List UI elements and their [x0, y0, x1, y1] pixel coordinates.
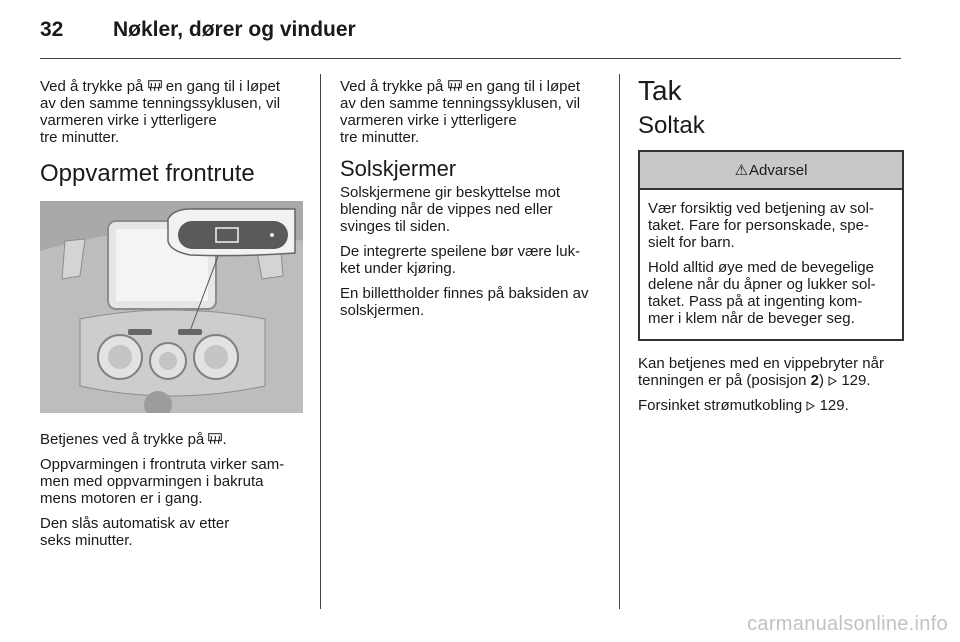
- heading-roof: Tak: [638, 75, 682, 106]
- warning-triangle-icon: ⚠: [734, 162, 749, 179]
- page-reference-link[interactable]: 129.: [841, 372, 871, 389]
- rear-window-heater-icon: [208, 433, 222, 445]
- warning-title: Advarsel: [749, 161, 808, 179]
- col2-paragraph-3: De integrerte speilene bør være luk- ket under kjøring.: [340, 243, 581, 277]
- chapter-reference-icon: [806, 401, 815, 411]
- col3-paragraph-1: Kan betjenes med en vippebryter når tenningen er på (posisjon 2) 129.: [638, 355, 884, 389]
- col2-paragraph-2: Solskjermene gir beskyttelse mot blending når de vippes ned eller svinges til siden.: [340, 184, 561, 235]
- warning-paragraph-1: Vær forsiktig ved betjening av sol- taket. Fare for personskade, spe- sielt for barn.: [648, 200, 874, 251]
- warning-body: [640, 190, 902, 339]
- page-number: 32: [40, 18, 64, 41]
- col1-paragraph-2: Oppvarmingen i frontruta virker sam- men med oppvarmingen i bakruta mens motoren er i gang.: [40, 456, 285, 507]
- column-3: [638, 75, 904, 422]
- col3-paragraph-2: Forsinket strømutkobling 129.: [638, 397, 849, 414]
- column-divider-2: [619, 74, 620, 609]
- heading-heated-windscreen: Oppvarmet frontrute: [40, 160, 255, 187]
- column-divider-1: [320, 74, 321, 609]
- rear-window-heater-icon: [148, 80, 162, 92]
- column-2: [340, 78, 606, 327]
- col2-paragraph-4: En billettholder finnes på baksiden av solskjermen.: [340, 285, 589, 319]
- heading-sun-visors: Solskjermer: [340, 156, 457, 181]
- page-reference-link[interactable]: 129.: [819, 397, 849, 414]
- col2-paragraph-1: Ved å trykke på en gang til i løpet av den samme tenningssyklusen, vil varmeren virke i ytterligere tre minutter.: [340, 78, 581, 146]
- col1-paragraph-3: Den slås automatisk av etter seks minutter.: [40, 515, 230, 549]
- warning-header: [640, 152, 902, 190]
- heading-sunroof: Soltak: [638, 112, 705, 139]
- chapter-reference-icon: [828, 376, 837, 386]
- warning-box: [638, 150, 904, 341]
- page-title: Nøkler, dører og vinduer: [113, 18, 356, 41]
- caption-operate: Betjenes ved å trykke på .: [40, 431, 227, 448]
- rear-window-heater-icon: [448, 80, 462, 92]
- dashboard-illustration: [40, 201, 303, 413]
- header-rule: [40, 58, 901, 59]
- col1-paragraph-1: Ved å trykke på en gang til i løpet av den samme tenningssyklusen, vil varmeren virke i ytterligere tre minutter.: [40, 78, 281, 146]
- watermark: carmanualsonline.info: [747, 613, 948, 635]
- column-1: [40, 78, 306, 557]
- position-value: 2: [810, 372, 819, 389]
- warning-paragraph-2: Hold alltid øye med de bevegelige delene når du åpner og lukker sol- taket. Pass på at ingenting kom- mer i klem når de beveger seg.: [648, 259, 876, 327]
